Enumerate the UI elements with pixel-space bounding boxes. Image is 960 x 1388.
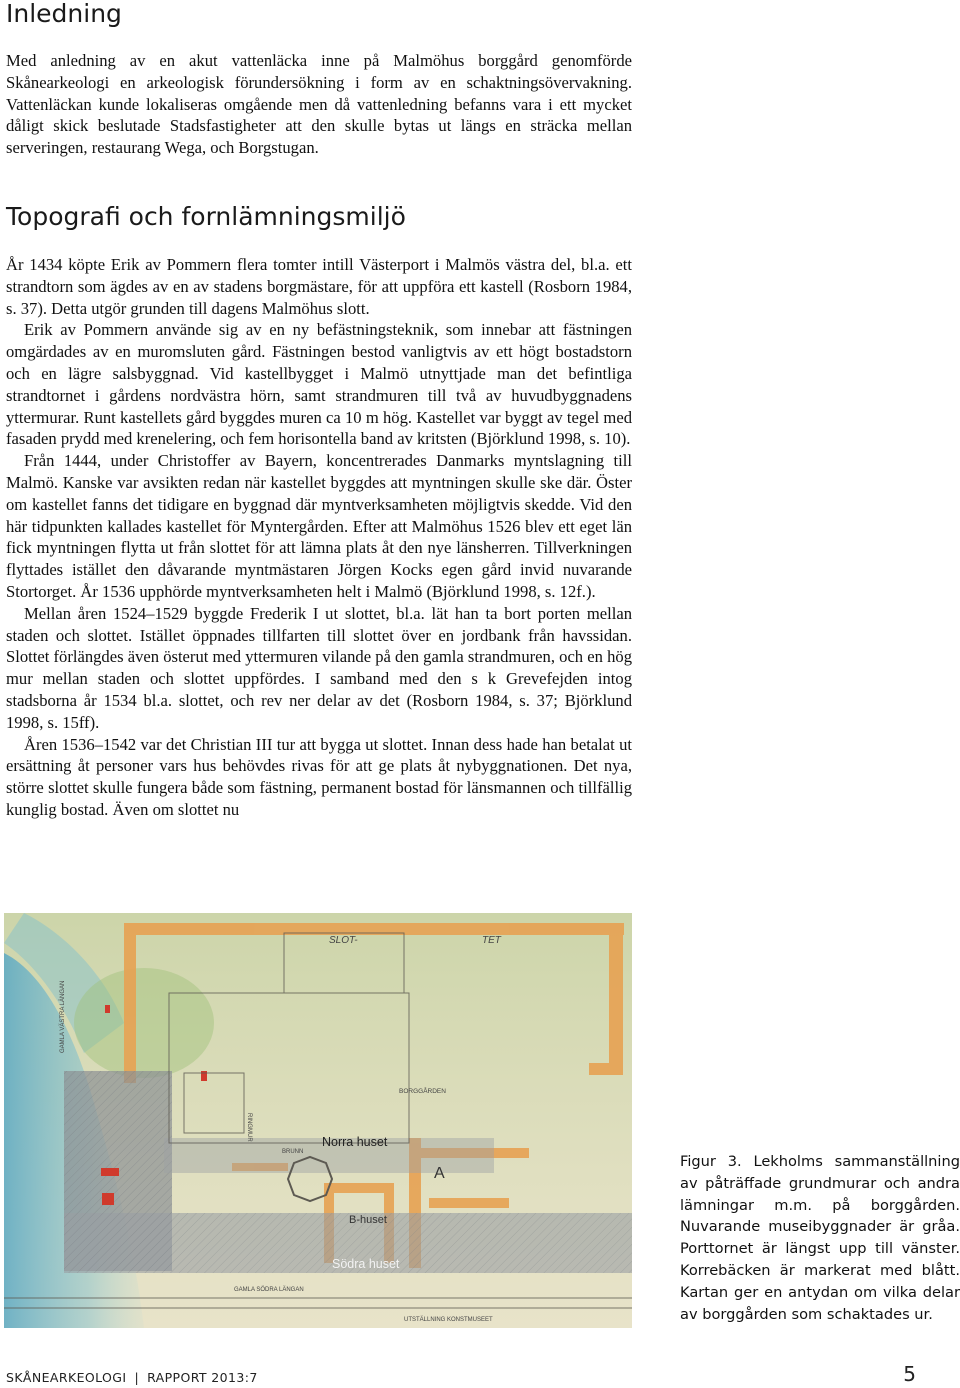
topography-body: [6, 254, 632, 821]
topography-paragraph-1: År 1434 köpte Erik av Pommern flera tomter intill Västerport i Malmös västra del, bl.a. ett strandtorn som ägdes av en av stadens borgmästare, för att uppföra ett kastell (Rosborn 1984, s. 37). Detta utgör grunden till dagens Malmöhus slott.: [6, 255, 632, 318]
label-tet: TET: [482, 935, 501, 946]
vegetation-area: [74, 968, 214, 1078]
figure-caption: Figur 3. Lekholms sammanställning av påträffade grundmurar och andra lämningar m.m. på borggården. Nuvarande museibyggnader är gråa. Porttornet är längst upp till vänster. Korrebäcken är markerat med blått. Kartan ger en antydan om vilka delar av borggården som schaktades ur.: [680, 1153, 960, 1323]
topography-paragraph-5: Åren 1536–1542 var det Christian III tur att bygga ut slottet. Innan dess hade han betalat ut ersättning åt personer vars hus behövdes rivas för att ge plats åt nybyggnationen. Det nya, större slottet skulle fungera både som fästning, permanent bostad för länsmannen och tillfällig kunglig bostad. Även om slottet nu: [6, 734, 632, 819]
page-number: 5: [903, 1362, 916, 1386]
topography-paragraph-4: Mellan åren 1524–1529 byggde Frederik I ut slottet, bl.a. lät han ta bort porten mellan staden och slottet. Istället öppnades tillfarten till slottet över en jordbank från havssidan. Slottet förlängdes även österut med yttermuren vilande på den gamla strandmuren, och en hög mur mellan staden och slottet uppfördes. I samband med den s k Grevefejden intog stadsborna år 1534 bl.a. slottet, och rev ner delar av det (Rosborn 1984, s. 37; Björklund 1998, s. 15ff).: [6, 603, 632, 732]
footer-publisher: SKÅNEARKEOLOGI: [6, 1370, 127, 1385]
label-a: A: [434, 1165, 445, 1182]
label-brunn: BRUNN: [282, 1149, 304, 1155]
borggarden-map-figure: [4, 913, 632, 1328]
label-gamla-sodra-langan: GAMLA SÖDRA LÄNGAN: [234, 1287, 304, 1293]
label-gamla-vastra-langan: GAMLA VÄSTRA LÄNGAN: [60, 980, 66, 1053]
topography-paragraph-3: Från 1444, under Christoffer av Bayern, koncentrerades Danmarks myntslagning till Malmö. Kanske var avsikten redan när kastellet byggdes att myntningen skulle ske där. Öster om kastellet fanns det tidigare en byggnad där myntverksamheten möjligtvis skedde. Vid den här tidpunkten kallades kastellet för Myntergården. Efter att Malmöhus 1526 blev ett eget län fick myntningen flytta ut från slottet för att lämna plats åt den nye länsherren. Tillverkningen flyttades istället den dåvarande myntmästaren Jörgen Kocks egen gård invid nuvarande Stortorget. År 1536 upphörde myntverksamheten helt i Malmö (Björklund 1998, s. 12f.).: [6, 451, 632, 601]
label-slot: SLOT-: [329, 935, 358, 946]
section-title-topografi: Topografi och fornlämningsmiljö: [6, 202, 406, 231]
label-borggarden: BORGGÅRDEN: [399, 1088, 446, 1095]
page-footer: SKÅNEARKEOLOGI | RAPPORT 2013:7: [6, 1370, 258, 1385]
section-title-inledning: Inledning: [6, 0, 122, 28]
topography-paragraph-2: Erik av Pommern använde sig av en ny befästningsteknik, som innebar att fästningen omgärdades av en muromsluten gård. Fästningen bestod vanligtvis av ett högt bostadstorn och en lägre salsbyggnad. Vid kastellbygget i Malmö utnyttjade man det befintliga strandtornet i gårdens nordvästra hörn, samt strandmuren till två av huvudbyggnadens yttermurar. Runt kastellets gård byggdes muren ca 10 m hög. Kastellet var byggt av tegel med fasaden prydd med krenelering, och fem horisontella band av kritsten (Björklund 1998, s. 10).: [6, 320, 632, 449]
intro-paragraph: Med anledning av en akut vattenläcka inne på Malmöhus borggård genomförde Skånearkeologi en arkeologisk förundersökning i form av en schaktningsövervakning. Vattenläckan kunde lokaliseras omgående men då vattenledning befanns vara i ett mycket dåligt skick beslutade Stadsfastigheter att den skulle bytas ut längs en sträcka mellan serveringen, restaurang Wega, och Borgstugan.: [6, 51, 632, 158]
label-utstallning: UTSTÄLLNING KONSTMUSEET: [404, 1317, 493, 1323]
label-sodra-huset: Södra huset: [332, 1257, 400, 1271]
footer-report: RAPPORT 2013:7: [147, 1370, 258, 1385]
map-drawing: [4, 913, 632, 1328]
label-ringmur: RINGMUR: [246, 1113, 252, 1142]
label-norra-huset: Norra huset: [322, 1135, 388, 1149]
label-b-huset: B-huset: [349, 1214, 387, 1226]
